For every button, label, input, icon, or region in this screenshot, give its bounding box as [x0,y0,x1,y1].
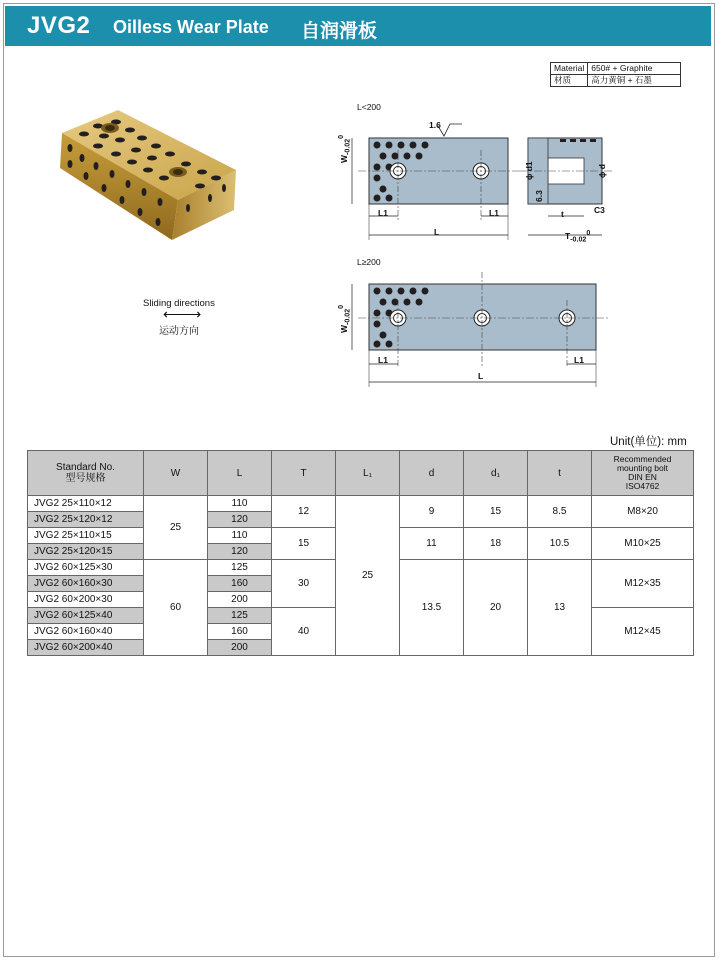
sliding-directions-label-cn: 运动方向 [159,326,199,337]
short-w-label: $W_{-0.02}^0$ [337,134,352,163]
short-l1-left-label: L1 [378,208,388,218]
product-code: JVG2 [27,12,91,39]
product-illustration [60,108,240,248]
header-bolt: Recommended mounting bolt DIN EN ISO4762 [592,451,694,496]
table-row: JVG2 60×200×30 200 [28,592,694,608]
table-row: JVG2 60×200×40 200 [28,640,694,656]
long-l1-right-label: L1 [574,355,584,365]
material-label-cn: 材质 [551,75,588,87]
short-plate-drawing [330,110,620,245]
product-name-cn: 自润滑板 [301,20,378,42]
long-l-label: L [478,371,484,381]
short-l-label: L [434,227,440,237]
header-t: T [272,451,336,496]
material-value-cn: 高力黄铜 + 石墨 [588,75,681,87]
table-row: JVG2 25×120×15 120 [28,544,694,560]
table-row: JVG2 25×120×12 120 [28,512,694,528]
table-row: JVG2 60×160×30 160 [28,576,694,592]
material-table [550,62,681,87]
header-w: W [144,451,208,496]
chamfer-6-3-label: 6.3 [534,190,544,202]
header-d: d [400,451,464,496]
d-label: ϕ d [597,164,607,178]
table-row: JVG2 60×160×40 160 [28,624,694,640]
header-l1: L₁ [336,451,400,496]
long-plate-drawing [330,270,610,390]
short-l1-right-label: L1 [489,208,499,218]
header-standard-no: Standard No. 型号规格 [28,451,144,496]
short-condition-label: L<200 [357,102,381,112]
table-row: JVG2 25×110×12 25 110 12 25 9 15 8.5 M8×20 [28,496,694,512]
title-banner [5,6,711,46]
table-row: JVG2 60×125×40 125 40 M12×45 [28,608,694,624]
roughness-label: 1.6 [429,120,441,130]
header-t-small: t [528,451,592,496]
header-l: L [208,451,272,496]
header-d1: d₁ [464,451,528,496]
table-row: JVG2 25×110×15 110 15 11 18 10.5 M10×25 [28,528,694,544]
spec-table [27,450,694,656]
sliding-arrow: ⟵⟶ [163,306,200,322]
t-label: t [561,209,564,219]
long-w-label: $W_{-0.02}^0$ [337,304,352,333]
sliding-directions-label: Sliding directions [143,298,215,309]
unit-label: Unit(单位): mm [610,436,687,448]
material-label: Material [551,63,588,75]
d1-label: ϕ d1 [524,161,534,180]
material-value: 650# + Graphite [588,63,681,75]
long-l1-left-label: L1 [378,355,388,365]
chamfer-c3-label: C3 [594,205,605,215]
t-big-label: $T_{-0.02}^0$ [565,229,591,244]
table-row: JVG2 60×125×30 60 125 30 13.5 20 13 M12×35 [28,560,694,576]
product-name: Oilless Wear Plate [113,17,269,37]
table-header-row [28,451,694,496]
long-condition-label: L≥200 [357,257,381,267]
